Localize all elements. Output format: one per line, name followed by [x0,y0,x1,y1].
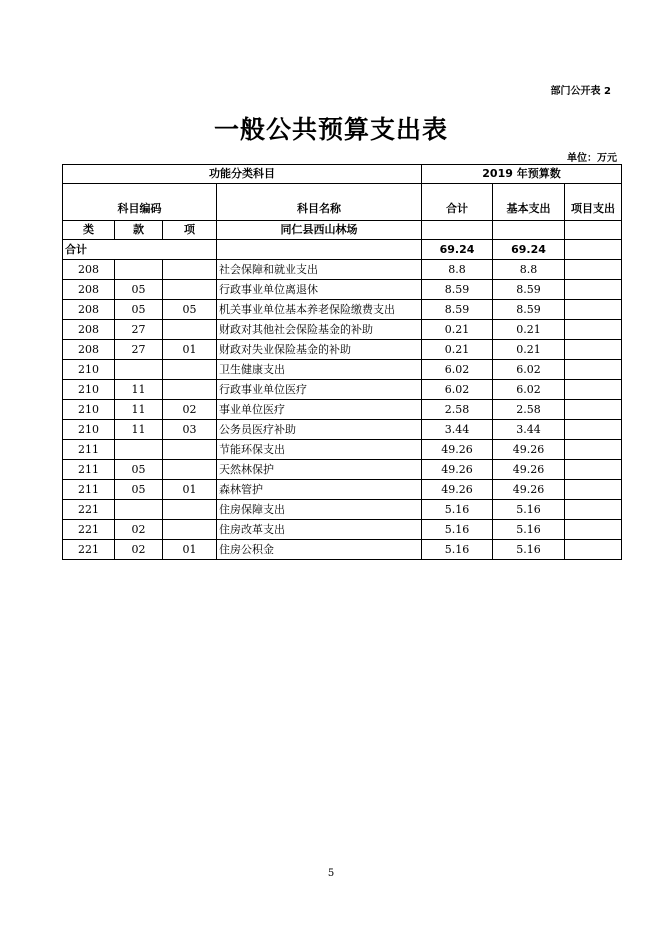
page-title: 一般公共预算支出表 [213,115,448,144]
table-row [63,340,622,360]
lei-cell: 208 [63,280,115,300]
basic-cell: 49.26 [493,480,565,500]
empty-cell [565,221,622,240]
kuan-cell: 11 [115,380,163,400]
kuan-cell [115,500,163,520]
basic-cell: 49.26 [493,460,565,480]
total-cell: 8.8 [422,260,493,280]
project-cell [565,400,622,420]
xiang-cell [163,360,217,380]
name-cell: 事业单位医疗 [217,400,422,420]
kuan-cell: 27 [115,340,163,360]
xiang-cell: 01 [163,480,217,500]
empty-cell [493,221,565,240]
project-cell [565,440,622,460]
code-header: 科目编码 [63,184,217,221]
unit-name-cell: 同仁县西山林场 [217,221,422,240]
basic-cell: 0.21 [493,340,565,360]
lei-cell: 210 [63,420,115,440]
basic-cell: 0.21 [493,320,565,340]
table-row [63,540,622,560]
name-cell: 森林管护 [217,480,422,500]
project-cell [565,340,622,360]
basic-cell: 6.02 [493,360,565,380]
total-cell: 8.59 [422,280,493,300]
basic-cell: 8.59 [493,300,565,320]
xiang-cell: 01 [163,340,217,360]
project-cell [565,540,622,560]
name-cell: 公务员医疗补助 [217,420,422,440]
table-row [63,320,622,340]
header-row-1 [63,165,622,184]
lei-cell: 210 [63,400,115,420]
lei-cell: 210 [63,360,115,380]
lei-cell: 208 [63,300,115,320]
name-cell: 财政对失业保险基金的补助 [217,340,422,360]
project-cell [565,320,622,340]
total-cell: 0.21 [422,320,493,340]
unit-label: 单位：万元 [567,153,617,164]
total-cell: 49.26 [422,480,493,500]
name-cell: 住房公积金 [217,540,422,560]
table-row [63,360,622,380]
header-row-2 [63,184,622,221]
summary-basic: 69.24 [493,240,565,260]
table-row [63,300,622,320]
xiang-cell [163,500,217,520]
basic-cell: 49.26 [493,440,565,460]
kuan-cell [115,440,163,460]
table-row [63,520,622,540]
project-cell [565,380,622,400]
func-class-header: 功能分类科目 [63,165,422,184]
kuan-cell: 05 [115,480,163,500]
project-cell [565,520,622,540]
page-number: 5 [327,868,335,879]
basic-cell: 5.16 [493,500,565,520]
kuan-cell: 02 [115,520,163,540]
total-header: 合计 [422,184,493,221]
lei-cell: 208 [63,260,115,280]
xiang-cell [163,380,217,400]
lei-cell: 208 [63,340,115,360]
total-cell: 0.21 [422,340,493,360]
project-cell [565,420,622,440]
kuan-cell: 27 [115,320,163,340]
project-cell [565,460,622,480]
empty-cell [422,221,493,240]
xiang-cell [163,260,217,280]
xiang-cell [163,440,217,460]
kuan-cell [115,360,163,380]
xiang-cell [163,280,217,300]
name-cell: 社会保障和就业支出 [217,260,422,280]
xiang-cell: 05 [163,300,217,320]
xiang-cell [163,460,217,480]
basic-cell: 2.58 [493,400,565,420]
summary-row [63,240,622,260]
table-row [63,380,622,400]
xiang-cell: 01 [163,540,217,560]
xiang-cell [163,320,217,340]
lei-cell: 221 [63,540,115,560]
basic-cell: 5.16 [493,540,565,560]
lei-cell: 221 [63,520,115,540]
name-cell: 节能环保支出 [217,440,422,460]
lei-cell: 221 [63,500,115,520]
name-cell: 住房改革支出 [217,520,422,540]
lei-cell: 211 [63,440,115,460]
kuan-cell: 05 [115,280,163,300]
kuan-cell: 11 [115,400,163,420]
basic-cell: 8.59 [493,280,565,300]
project-cell [565,280,622,300]
document-code: 部门公开表 2 [550,86,611,97]
name-cell: 住房保障支出 [217,500,422,520]
total-cell: 49.26 [422,440,493,460]
table-row [63,480,622,500]
xiang-header: 项 [163,221,217,240]
summary-project [565,240,622,260]
basic-header: 基本支出 [493,184,565,221]
project-header: 项目支出 [565,184,622,221]
name-cell: 行政事业单位医疗 [217,380,422,400]
total-cell: 6.02 [422,360,493,380]
lei-header: 类 [63,221,115,240]
budget-table [62,164,622,560]
budget-year-header: 2019 年预算数 [422,165,622,184]
lei-cell: 210 [63,380,115,400]
project-cell [565,300,622,320]
name-cell: 机关事业单位基本养老保险缴费支出 [217,300,422,320]
basic-cell: 6.02 [493,380,565,400]
name-cell: 卫生健康支出 [217,360,422,380]
table-row [63,260,622,280]
total-cell: 5.16 [422,500,493,520]
name-cell: 财政对其他社会保险基金的补助 [217,320,422,340]
total-cell: 2.58 [422,400,493,420]
header-row-3 [63,221,622,240]
kuan-cell: 05 [115,460,163,480]
lei-cell: 208 [63,320,115,340]
basic-cell: 8.8 [493,260,565,280]
project-cell [565,500,622,520]
name-header: 科目名称 [217,184,422,221]
table-row [63,420,622,440]
empty-cell [217,240,422,260]
total-cell: 49.26 [422,460,493,480]
table-row [63,500,622,520]
summary-label: 合计 [63,240,217,260]
xiang-cell: 02 [163,400,217,420]
total-cell: 5.16 [422,540,493,560]
name-cell: 天然林保护 [217,460,422,480]
project-cell [565,480,622,500]
total-cell: 5.16 [422,520,493,540]
table-row [63,460,622,480]
kuan-cell: 11 [115,420,163,440]
table-row [63,400,622,420]
total-cell: 8.59 [422,300,493,320]
table-row [63,440,622,460]
kuan-cell: 05 [115,300,163,320]
lei-cell: 211 [63,460,115,480]
summary-total: 69.24 [422,240,493,260]
xiang-cell [163,520,217,540]
xiang-cell: 03 [163,420,217,440]
project-cell [565,360,622,380]
kuan-header: 款 [115,221,163,240]
total-cell: 3.44 [422,420,493,440]
basic-cell: 5.16 [493,520,565,540]
project-cell [565,260,622,280]
total-cell: 6.02 [422,380,493,400]
table-row [63,280,622,300]
basic-cell: 3.44 [493,420,565,440]
kuan-cell [115,260,163,280]
name-cell: 行政事业单位离退休 [217,280,422,300]
lei-cell: 211 [63,480,115,500]
kuan-cell: 02 [115,540,163,560]
